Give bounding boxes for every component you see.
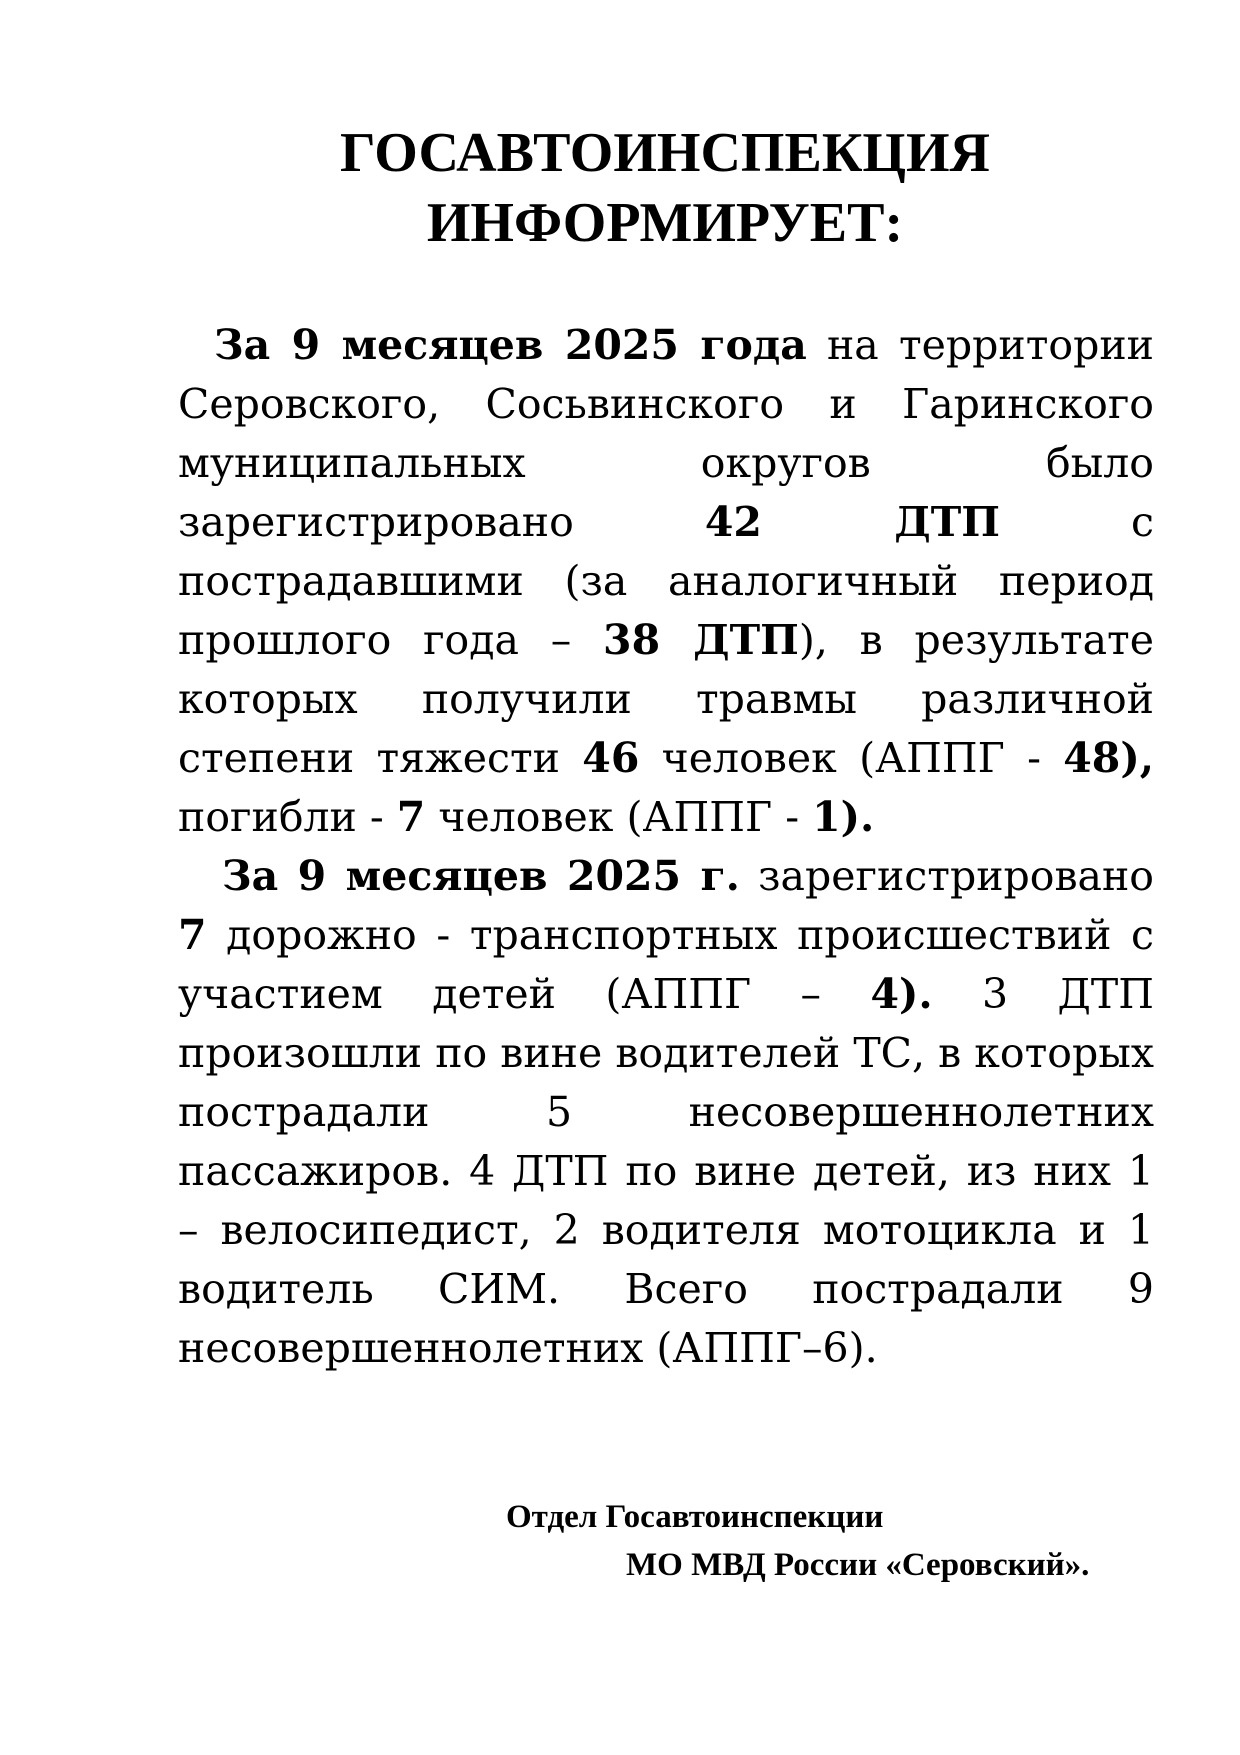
- child-accidents-count-current: 7: [178, 911, 207, 959]
- paragraph-accidents-total: [178, 316, 1154, 847]
- paragraph-1-text-2: с пострадавшими (за аналогичный период прошлого года –: [178, 498, 1154, 664]
- paragraph-2-text-1: зарегистрировано: [739, 852, 1154, 900]
- paragraph-1-text-5: погибли -: [178, 793, 397, 841]
- paragraph-2-lead: За 9 месяцев 2025 г.: [222, 852, 740, 900]
- body-text: [178, 316, 1154, 1378]
- page-title: [0, 118, 1240, 258]
- signature-organization: МО МВД России «Серовский».: [626, 1547, 1090, 1583]
- paragraph-1-text-3: ), в результате которых получили травмы различной степени тяжести: [178, 616, 1154, 782]
- accidents-count-current: 42 ДТП: [704, 498, 1000, 546]
- title-line-2: ИНФОРМИРУЕТ:: [426, 192, 904, 254]
- paragraph-1-text-6: человек (АППГ -: [425, 793, 813, 841]
- injured-count-previous: 48),: [1063, 734, 1154, 782]
- paragraph-1-lead: За 9 месяцев 2025 года: [214, 321, 807, 369]
- injured-count-current: 46: [582, 734, 640, 782]
- child-accidents-count-previous: 4).: [870, 970, 933, 1018]
- accidents-count-previous: 38 ДТП: [603, 616, 799, 664]
- paragraph-1-text-4: человек (АППГ -: [639, 734, 1064, 782]
- paragraph-2-text-2: дорожно - транспортных происшествий с участием детей (АППГ –: [178, 911, 1154, 1018]
- title-line-1: ГОСАВТОИНСПЕКЦИЯ: [340, 122, 990, 184]
- paragraph-1-text-1: на территории Серовского, Сосьвинского и Гаринского муниципальных округов было зарегистрировано: [178, 321, 1154, 546]
- paragraph-2-text-3: 3 ДТП произошли по вине водителей ТС, в которых пострадали 5 несовершеннолетних пассажиров. 4 ДТП по вине детей, из них 1 – велосипедист, 2 водителя мотоцикла и 1 водитель СИМ. Всего пострадали 9 несовершеннолетних (АППГ–6).: [178, 970, 1154, 1372]
- killed-count-current: 7: [396, 793, 426, 841]
- paragraph-child-accidents: [178, 847, 1154, 1378]
- killed-count-previous: 1).: [812, 793, 875, 841]
- signature-department: Отдел Госавтоинспекции: [506, 1499, 884, 1535]
